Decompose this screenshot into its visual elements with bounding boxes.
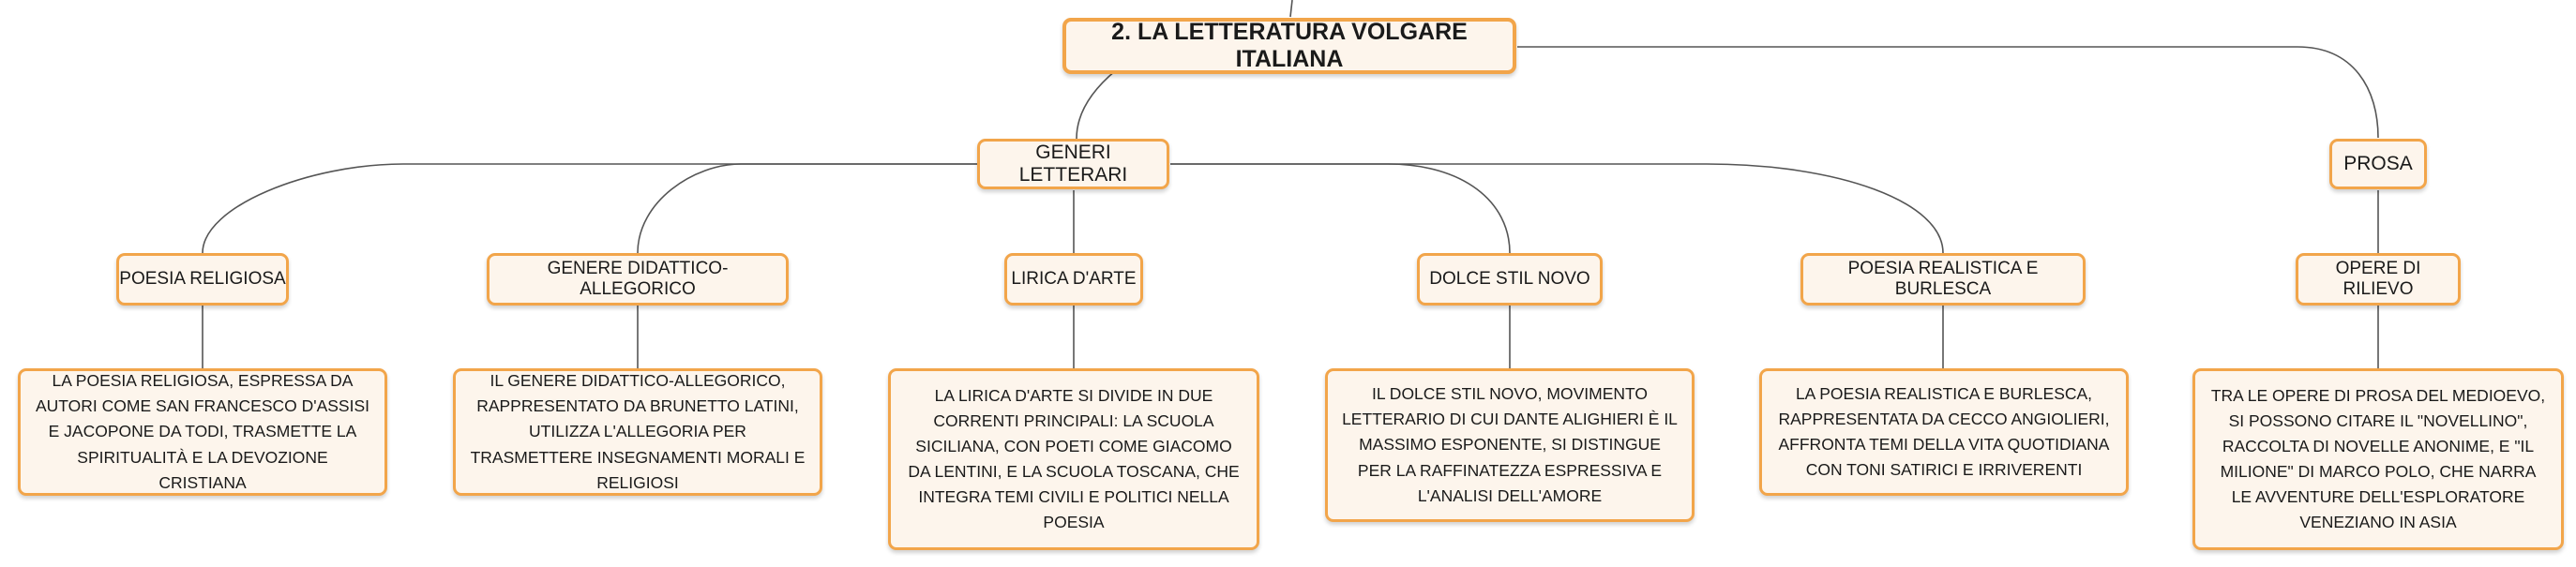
node-dolce-stil-novo[interactable] bbox=[1417, 253, 1603, 306]
connector-top-stub bbox=[1290, 0, 1292, 17]
desc-text: IL GENERE DIDATTICO-ALLEGORICO, RAPPRESENTATO DA BRUNETTO LATINI, UTILIZZA L'ALLEGORIA PER TRASMETTERE INSEGNAMENTI MORALI E RELIGIOSI bbox=[470, 371, 806, 492]
node-prosa[interactable] bbox=[2329, 139, 2427, 189]
node-lirica-darte[interactable] bbox=[1004, 253, 1143, 306]
desc-genere-didattico-allegorico[interactable] bbox=[453, 368, 822, 496]
desc-dolce-stil-novo[interactable] bbox=[1325, 368, 1695, 522]
node-label: GENERE DIDATTICO-ALLEGORICO bbox=[547, 259, 729, 299]
node-label: DOLCE STIL NOVO bbox=[1429, 269, 1590, 289]
root-title: 2. LA LETTERATURA VOLGARE ITALIANA bbox=[1111, 19, 1468, 72]
node-genere-didattico-allegorico[interactable] bbox=[487, 253, 789, 306]
node-generi-letterari[interactable] bbox=[977, 139, 1169, 189]
node-label: GENERI LETTERARI bbox=[1018, 142, 1128, 186]
node-label: PROSA bbox=[2343, 153, 2413, 174]
node-label: POESIA RELIGIOSA bbox=[119, 269, 286, 289]
desc-text: IL DOLCE STIL NOVO, MOVIMENTO LETTERARIO DI CUI DANTE ALIGHIERI È IL MASSIMO ESPONENTE, SI DISTINGUE PER LA RAFFINATEZZA ESPRESSIVA E L'ANALISI DELL'AMORE bbox=[1342, 384, 1678, 505]
node-label: LIRICA D'ARTE bbox=[1011, 269, 1137, 289]
connector-generi-realistica bbox=[1170, 164, 1943, 253]
desc-text: LA LIRICA D'ARTE SI DIVIDE IN DUE CORRENTI PRINCIPALI: LA SCUOLA SICILIANA, CON POETI COME GIACOMO DA LENTINI, E LA SCUOLA TOSCANA, CHE INTEGRA TEMI CIVILI E POLITICI NELLA POESIA bbox=[908, 385, 1240, 532]
connector-generi-dolce-stil bbox=[1170, 164, 1510, 253]
desc-text: TRA LE OPERE DI PROSA DEL MEDIOEVO, SI POSSONO CITARE IL "NOVELLINO", RACCOLTA DI NOVELLE ANONIME, E "IL MILIONE" DI MARCO POLO, CHE NARRA LE AVVENTURE DELL'ESPLORATORE VENEZIANO IN ASIA bbox=[2210, 385, 2546, 532]
desc-opere-di-rilievo[interactable] bbox=[2192, 368, 2564, 550]
connector-generi-didattico bbox=[638, 164, 977, 253]
connector-root-prosa bbox=[1517, 47, 2378, 138]
desc-poesia-realistica-burlesca[interactable] bbox=[1759, 368, 2129, 496]
root-node[interactable] bbox=[1062, 18, 1516, 74]
desc-text: LA POESIA REALISTICA E BURLESCA, RAPPRESENTATA DA CECCO ANGIOLIERI, AFFRONTA TEMI DELLA VITA QUOTIDIANA CON TONI SATIRICI E IRRIVERENTI bbox=[1778, 383, 2110, 480]
node-poesia-realistica-burlesca[interactable] bbox=[1800, 253, 2086, 306]
node-label: OPERE DI RILIEVO bbox=[2335, 259, 2421, 299]
node-opere-di-rilievo[interactable] bbox=[2296, 253, 2461, 306]
node-label: POESIA REALISTICA E BURLESCA bbox=[1847, 259, 2039, 299]
connector-generi-poesia-religiosa bbox=[203, 164, 977, 253]
desc-text: LA POESIA RELIGIOSA, ESPRESSA DA AUTORI COME SAN FRANCESCO D'ASSISI E JACOPONE DA TODI, TRASMETTE LA SPIRITUALITÀ E LA DEVOZIONE CRISTIANA bbox=[36, 371, 369, 492]
node-poesia-religiosa[interactable] bbox=[116, 253, 289, 306]
desc-lirica-darte[interactable] bbox=[888, 368, 1259, 550]
connector-root-generi bbox=[1077, 70, 1116, 139]
desc-poesia-religiosa[interactable] bbox=[18, 368, 387, 496]
